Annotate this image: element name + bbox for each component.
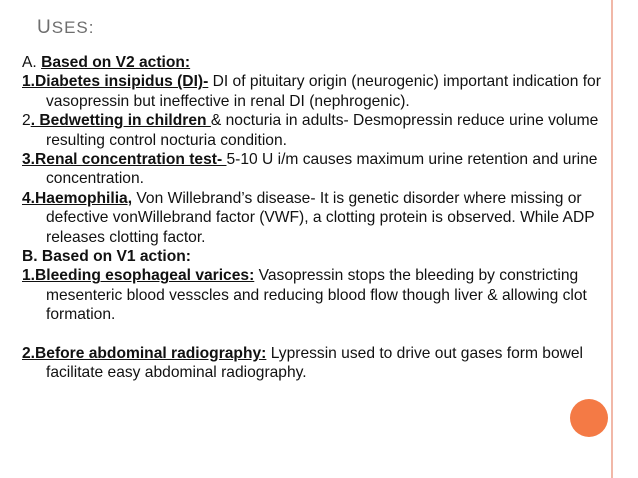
slide-title <box>37 17 94 39</box>
item1-text: DI of pituitary origin (neurogenic) important indication for vasopressin but ineffective in renal DI (nephrogenic). <box>46 73 601 110</box>
section-a-heading <box>22 53 612 72</box>
item2-number: 2 <box>22 112 31 130</box>
item-diabetes-insipidus <box>22 72 612 111</box>
item-bedwetting <box>22 111 612 150</box>
item6-heading: 2.Before abdominal radiography: <box>22 345 267 363</box>
blank-line <box>22 325 612 344</box>
section-a-prefix: A. <box>22 54 37 71</box>
section-a-title: Based on V2 action: <box>41 54 191 71</box>
item5-heading: 1.Bleeding esophageal varices: <box>22 267 255 285</box>
section-b-heading: B. Based on V1 action: <box>22 248 191 266</box>
item1-heading: 1.Diabetes insipidus (DI)- <box>22 73 209 91</box>
item5-text: Vasopressin stops the bleeding by constricting mesenteric blood vesscles and reducing blood flow though liver & allowing clot formation. <box>46 267 587 324</box>
slide-body <box>22 53 612 383</box>
item4-heading: 4.Haemophilia, <box>22 189 133 207</box>
item3-text: 5-10 U i/m causes maximum urine retention and urine concentration. <box>46 151 598 188</box>
item-abdominal-radiography <box>22 344 612 383</box>
item-renal-concentration <box>22 150 612 189</box>
item6-text: Lypressin used to drive out gases form bowel facilitate easy abdominal radiography. <box>46 345 584 382</box>
item2-text: & nocturia in adults- Desmopressin reduce urine volume resulting control nocturia condition. <box>46 112 599 149</box>
item4-text: Von Willebrand’s disease- It is genetic disorder where missing or defective vonWillebrand factor (VWF), a clotting protein is observed. While ADP releases clotting factor. <box>46 189 595 246</box>
title-rest: SES: <box>51 18 95 37</box>
orange-circle-decoration <box>570 399 608 437</box>
item3-heading: 3.Renal concentration test- <box>22 151 227 169</box>
item2-heading: . Bedwetting in children <box>30 112 211 130</box>
item-haemophilia <box>22 189 612 247</box>
item-esophageal-varices <box>22 266 612 324</box>
title-initial: U <box>37 17 52 38</box>
